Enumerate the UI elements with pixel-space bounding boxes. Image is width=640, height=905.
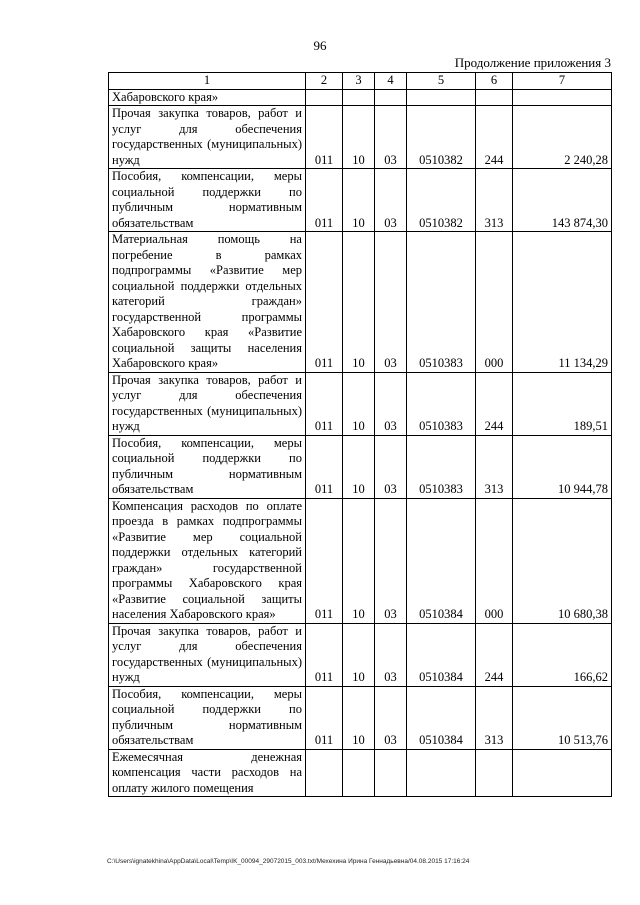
cell-target-article: 0510384 (407, 686, 476, 749)
row-name: Прочая закупка товаров, работ и услуг для обеспечения государственных (муниципальных) нужд (109, 372, 306, 435)
cell-section: 10 (343, 372, 375, 435)
row-name: Пособия, компенсации, меры социальной поддержки по публичным нормативным обязательствам (109, 169, 306, 232)
cell-expense-type (476, 89, 513, 106)
header-cell: 7 (513, 73, 612, 90)
header-cell: 3 (343, 73, 375, 90)
cell-ministry (306, 749, 343, 797)
cell-ministry: 011 (306, 372, 343, 435)
cell-section: 10 (343, 623, 375, 686)
cell-expense-type: 244 (476, 372, 513, 435)
cell-ministry: 011 (306, 106, 343, 169)
cell-subsection: 03 (375, 686, 407, 749)
row-name: Компенсация расходов по оплате проезда в рамках подпрограммы «Развитие мер социальной поддержки отдельных категорий граждан» государственной программы Хабаровского края «Развитие социальной защиты населения Хабаровского края» (109, 498, 306, 623)
cell-ministry: 011 (306, 498, 343, 623)
row-name: Ежемесячная денежная компенсация части расходов на оплату жилого помещения (109, 749, 306, 797)
cell-amount: 143 874,30 (513, 169, 612, 232)
table-row (109, 89, 612, 106)
table-row (109, 623, 612, 686)
cell-subsection: 03 (375, 106, 407, 169)
cell-amount: 10 513,76 (513, 686, 612, 749)
cell-amount: 166,62 (513, 623, 612, 686)
row-name: Пособия, компенсации, меры социальной поддержки по публичным нормативным обязательствам (109, 435, 306, 498)
table-row (109, 749, 612, 797)
row-name: Хабаровского края» (109, 89, 306, 106)
cell-expense-type (476, 749, 513, 797)
header-cell: 4 (375, 73, 407, 90)
row-name: Прочая закупка товаров, работ и услуг для обеспечения государственных (муниципальных) нужд (109, 106, 306, 169)
cell-subsection: 03 (375, 435, 407, 498)
cell-expense-type: 244 (476, 106, 513, 169)
table-row (109, 106, 612, 169)
cell-subsection (375, 749, 407, 797)
row-name: Материальная помощь на погребение в рамках подпрограммы «Развитие мер социальной поддержки отдельных категорий граждан» государственной программы Хабаровского края «Развитие социальной защиты населения Хабаровского края» (109, 232, 306, 373)
cell-ministry: 011 (306, 623, 343, 686)
table-row (109, 435, 612, 498)
cell-section: 10 (343, 435, 375, 498)
cell-ministry (306, 89, 343, 106)
cell-target-article (407, 89, 476, 106)
cell-section: 10 (343, 169, 375, 232)
cell-section: 10 (343, 232, 375, 373)
cell-expense-type: 000 (476, 498, 513, 623)
cell-target-article: 0510383 (407, 435, 476, 498)
header-row (109, 73, 612, 90)
cell-expense-type: 000 (476, 232, 513, 373)
continuation-label: Продолжение приложения 3 (454, 55, 611, 70)
cell-subsection: 03 (375, 372, 407, 435)
cell-amount: 11 134,29 (513, 232, 612, 373)
cell-subsection (375, 89, 407, 106)
cell-target-article: 0510384 (407, 498, 476, 623)
cell-target-article (407, 749, 476, 797)
cell-subsection: 03 (375, 232, 407, 373)
header-cell: 1 (109, 73, 306, 90)
cell-ministry: 011 (306, 232, 343, 373)
cell-target-article: 0510382 (407, 106, 476, 169)
budget-table (108, 72, 612, 797)
page-number: 96 (313, 38, 327, 53)
cell-amount: 10 680,38 (513, 498, 612, 623)
cell-section (343, 89, 375, 106)
table-row (109, 686, 612, 749)
table-row (109, 498, 612, 623)
cell-target-article: 0510382 (407, 169, 476, 232)
cell-section: 10 (343, 686, 375, 749)
cell-amount (513, 89, 612, 106)
cell-amount: 2 240,28 (513, 106, 612, 169)
cell-subsection: 03 (375, 498, 407, 623)
cell-ministry: 011 (306, 686, 343, 749)
table-row (109, 169, 612, 232)
cell-expense-type: 313 (476, 435, 513, 498)
row-name: Пособия, компенсации, меры социальной поддержки по публичным нормативным обязательствам (109, 686, 306, 749)
header-cell: 6 (476, 73, 513, 90)
table-row (109, 232, 612, 373)
cell-expense-type: 244 (476, 623, 513, 686)
cell-expense-type: 313 (476, 686, 513, 749)
cell-amount: 189,51 (513, 372, 612, 435)
cell-ministry: 011 (306, 169, 343, 232)
cell-subsection: 03 (375, 623, 407, 686)
cell-target-article: 0510383 (407, 372, 476, 435)
row-name: Прочая закупка товаров, работ и услуг для обеспечения государственных (муниципальных) нужд (109, 623, 306, 686)
cell-amount (513, 749, 612, 797)
cell-subsection: 03 (375, 169, 407, 232)
header-cell: 5 (407, 73, 476, 90)
cell-section: 10 (343, 498, 375, 623)
cell-target-article: 0510384 (407, 623, 476, 686)
cell-target-article: 0510383 (407, 232, 476, 373)
table-row (109, 372, 612, 435)
cell-ministry: 011 (306, 435, 343, 498)
footer-file-path: C:\Users\ignatekhina\AppData\Local\Temp\IK_00094_29072015_003.txt/Мехехина Ирина Геннадьевна/04.08.2015 17:16:24 (107, 858, 470, 865)
header-cell: 2 (306, 73, 343, 90)
cell-section (343, 749, 375, 797)
cell-section: 10 (343, 106, 375, 169)
cell-expense-type: 313 (476, 169, 513, 232)
cell-amount: 10 944,78 (513, 435, 612, 498)
